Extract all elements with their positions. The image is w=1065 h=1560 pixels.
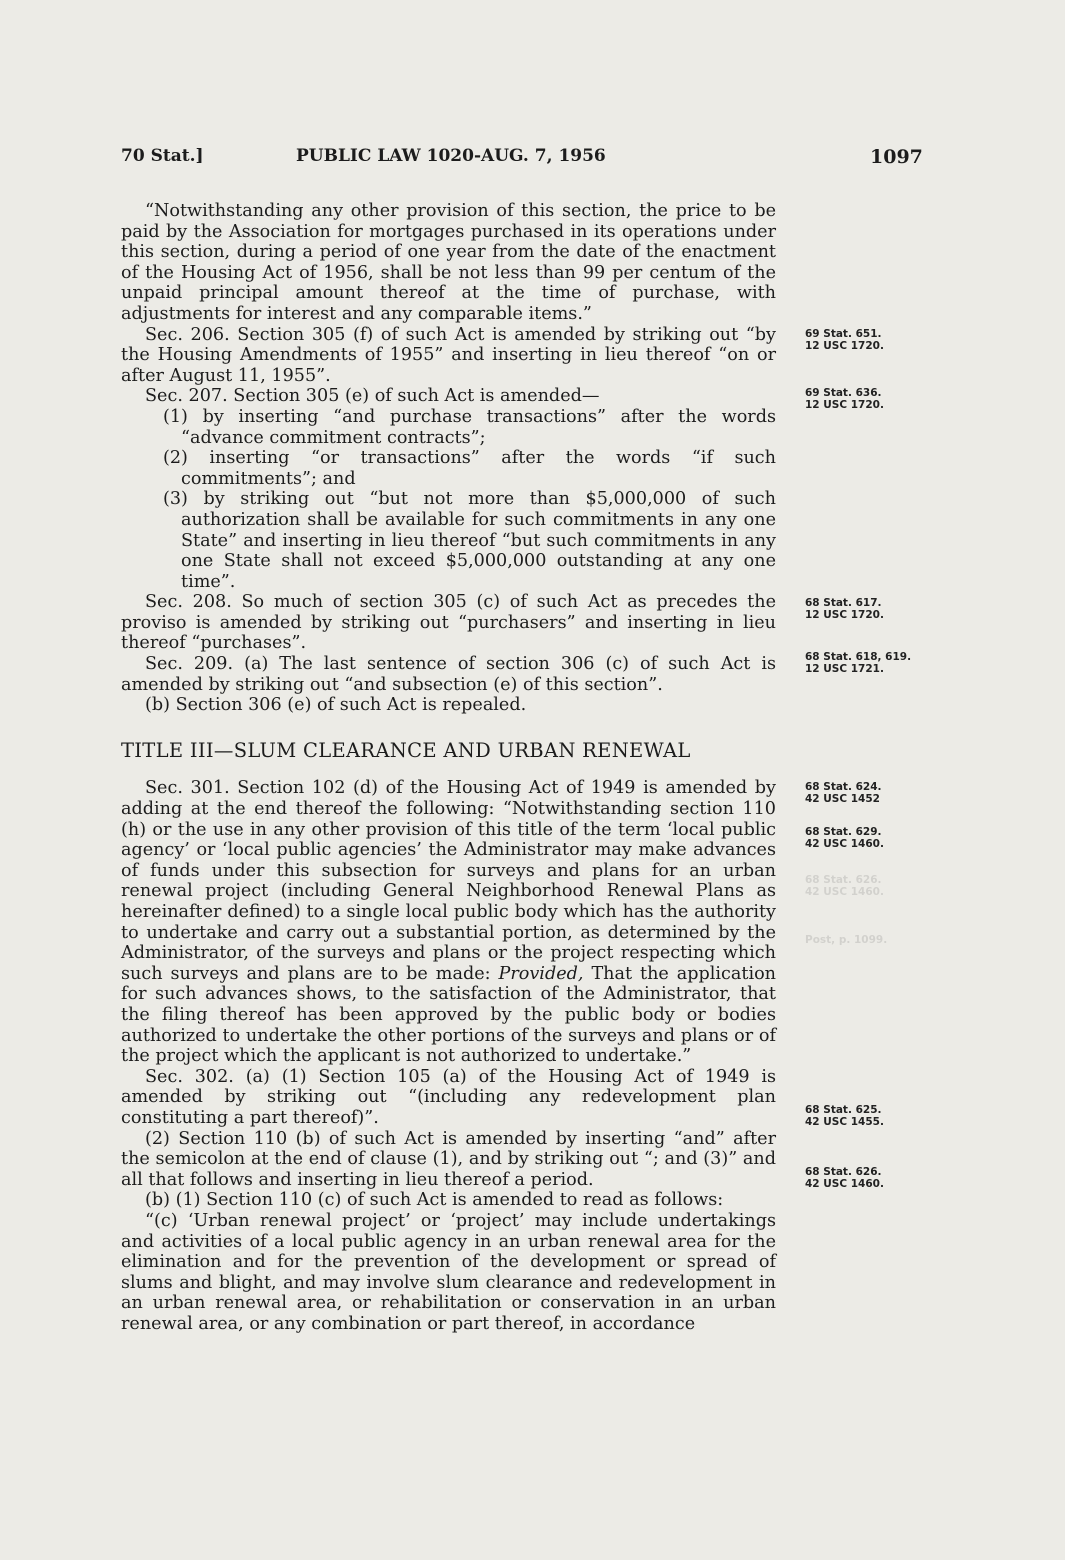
- paragraph-quoted-provision: “Notwithstanding any other provision of this section, the price to be paid by the Association for mortgages purchased in its operations under this section, during a period of one year from the date of the enactment of the Housing Act of 1956, shall be not less than 99 per centum of the unpaid principal amount thereof at the time of purchase, with adjustments for interest and any comparable items.”: [121, 201, 776, 324]
- margin-note: 68 Stat. 618, 619. 12 USC 1721.: [805, 651, 912, 675]
- paragraph-sec-302-a-1: Sec. 302. (a) (1) Section 105 (a) of the Housing Act of 1949 is amended by striking out “(including any redevelopment plan constituting a part thereof)”.: [121, 1066, 776, 1128]
- paragraph-sec-206: Sec. 206. Section 305 (f) of such Act is amended by striking out “by the Housing Amendments of 1955” and inserting in lieu thereof “on or after August 11, 1955”.: [121, 324, 776, 386]
- margin-note: 68 Stat. 626. 42 USC 1460.: [805, 1166, 884, 1190]
- paragraph-sec-209-b: (b) Section 306 (e) of such Act is repealed.: [145, 695, 527, 716]
- paragraph-sec-207-item-3: (3) by striking out “but not more than $5,000,000 of such authorization shall be available for such commitments in any one State” and inserting in lieu thereof “but such commitments in any one State shall not exceed $5,000,000 outstanding at any one time”.: [163, 489, 776, 592]
- margin-note: 68 Stat. 617. 12 USC 1720.: [805, 597, 884, 621]
- provided-term: Provided,: [498, 963, 584, 984]
- sec-301-text: Sec. 301. Section 102 (d) of the Housing Act of 1949 is amended by adding at the end thereof the following: “Notwithstanding section 110 (h) or the use in any other provision of this title of the term ‘local public agency’ or ‘local public agencies’ the Administrator may make advances of funds under this subsection for surveys and plans for an urban renewal project (including General Neighborhood Renewal Plans as hereinafter defined) to a single local public body which has the authority to undertake and carry out a substantial portion, as determined by the Administrator, of the surveys and plans or the project respecting which such surveys and plans are to be made:: [121, 778, 776, 984]
- margin-note: 69 Stat. 651. 12 USC 1720.: [805, 328, 884, 352]
- margin-note: 68 Stat. 629. 42 USC 1460.: [805, 826, 884, 850]
- margin-note: 68 Stat. 624. 42 USC 1452: [805, 781, 882, 805]
- paragraph-sec-209-a: Sec. 209. (a) The last sentence of section 306 (c) of such Act is amended by striking out “and subsection (e) of this section”.: [121, 654, 776, 695]
- bleed-through-note: 68 Stat. 626. 42 USC 1460.: [805, 874, 884, 898]
- main-text: [121, 201, 776, 1334]
- paragraph-sec-302-b-1: (b) (1) Section 110 (c) of such Act is amended to read as follows:: [145, 1190, 724, 1211]
- sec-301-text-cont: That the application for such advances shows, to the satisfaction of the Administrator, that the filing thereof has been approved by the public body or bodies authorized to undertake the other portions of the surveys and plans or of the project which the applicant is not authorized to undertake.”: [121, 963, 777, 1067]
- paragraph-sec-301: [121, 778, 776, 1066]
- title-heading: TITLE III—SLUM CLEARANCE AND URBAN RENEWAL: [121, 738, 691, 762]
- margin-note: 69 Stat. 636. 12 USC 1720.: [805, 387, 884, 411]
- paragraph-sec-207-item-1: (1) by inserting “and purchase transactions” after the words “advance commitment contracts”;: [163, 406, 776, 448]
- paragraph-sec-207-item-2: (2) inserting “or transactions” after the words “if such commitments”; and: [163, 448, 776, 489]
- bleed-through-note: Post, p. 1099.: [805, 934, 888, 946]
- header-volume: 70 Stat.]: [121, 146, 204, 166]
- paragraph-sec-302-a-2: (2) Section 110 (b) of such Act is amended by inserting “and” after the semicolon at the end of clause (1), and by striking out “; and (3)” and all that follows and inserting in lieu thereof a period.: [121, 1128, 776, 1190]
- paragraph-sec-208: Sec. 208. So much of section 305 (c) of such Act as precedes the proviso is amended by striking out “purchasers” and inserting in lieu thereof “purchases”.: [121, 592, 776, 654]
- paragraph-sec-207: Sec. 207. Section 305 (e) of such Act is amended—: [145, 386, 600, 407]
- header-law-title: PUBLIC LAW 1020-AUG. 7, 1956: [296, 146, 606, 166]
- paragraph-sec-302-c: “(c) ‘Urban renewal project’ or ‘project’ may include undertakings and activities of a local public agency in an urban renewal area for the elimination and for the prevention of the development or spread of slums and blight, and may involve slum clearance and redevelopment in an urban renewal area, or rehabilitation or conservation in an urban renewal area, or any combination or part thereof, in accordance: [121, 1210, 776, 1334]
- page-number: 1097: [870, 146, 923, 168]
- margin-note: 68 Stat. 625. 42 USC 1455.: [805, 1104, 884, 1128]
